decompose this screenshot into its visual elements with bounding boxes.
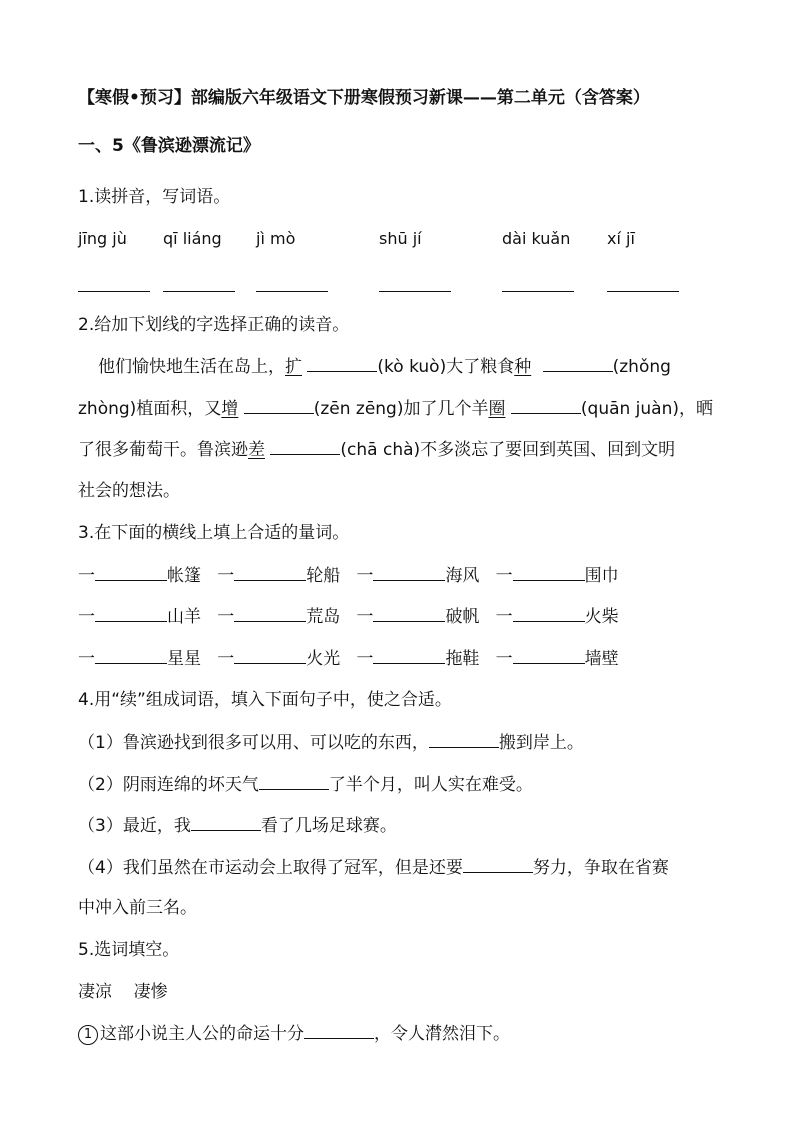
blank[interactable]: [373, 647, 445, 664]
circled-number: 1: [78, 1025, 98, 1045]
q2-line-3: 了很多葡萄干。鲁滨逊差 (chā chà)不多淡忘了要回到英国、回到文明: [78, 440, 676, 460]
blank[interactable]: [244, 397, 314, 414]
blank[interactable]: [234, 564, 306, 581]
pinyin-5: dài kuǎn: [502, 229, 571, 248]
blank[interactable]: [259, 773, 329, 790]
blank[interactable]: [429, 731, 499, 748]
answer-line-6[interactable]: [607, 290, 679, 292]
pinyin-1: jīng jù: [78, 229, 127, 248]
q1-prompt: 1.读拼音，写词语。: [78, 187, 231, 207]
underlined-char: 扩: [285, 357, 302, 377]
blank[interactable]: [234, 647, 306, 664]
q2-prompt: 2.给加下划线的字选择正确的读音。: [78, 315, 350, 335]
q2-line-4: 社会的想法。: [78, 481, 180, 501]
pinyin-3: jì mò: [256, 229, 296, 248]
answer-line-3[interactable]: [256, 290, 328, 292]
word-option: 凄凉: [78, 982, 112, 1002]
blank[interactable]: [511, 397, 581, 414]
section-heading: 一、5《鲁滨逊漂流记》: [78, 136, 260, 156]
answer-line-4[interactable]: [379, 290, 451, 292]
pinyin-2: qī liáng: [163, 229, 222, 248]
blank[interactable]: [373, 564, 445, 581]
underlined-char: 差: [248, 440, 265, 460]
q3-prompt: 3.在下面的横线上填上合适的量词。: [78, 523, 350, 543]
blank[interactable]: [513, 647, 585, 664]
q5-word-options: [78, 981, 168, 1003]
underlined-char: 圈: [488, 399, 506, 419]
answer-line-2[interactable]: [163, 290, 235, 292]
q3-row-2: 一 山羊 一 荒岛 一 破帆 一 火柴: [78, 607, 619, 627]
blank[interactable]: [543, 355, 613, 372]
blank[interactable]: [373, 605, 445, 622]
answer-line-5[interactable]: [502, 290, 574, 292]
q2-line-2: zhòng)植面积，又增 (zēn zēng)加了几个羊圈 (quān juàn)，晒: [78, 399, 714, 419]
blank[interactable]: [463, 856, 533, 873]
pinyin-6: xí jī: [607, 229, 635, 248]
blank[interactable]: [234, 605, 306, 622]
blank[interactable]: [191, 814, 261, 831]
blank[interactable]: [304, 1022, 374, 1039]
blank[interactable]: [513, 605, 585, 622]
q4-prompt: 4.用“续”组成词语，填入下面句子中，使之合适。: [78, 690, 452, 710]
pinyin-4: shū jí: [379, 229, 422, 248]
blank[interactable]: [307, 355, 377, 372]
q4-sentence-2: （2）阴雨连绵的坏天气 了半个月，叫人实在难受。: [78, 775, 533, 795]
q4-sentence-1: （1）鲁滨逊找到很多可以用、可以吃的东西， 搬到岸上。: [78, 733, 584, 753]
q5-prompt: 5.选词填空。: [78, 940, 180, 960]
q4-sentence-4: （4）我们虽然在市运动会上取得了冠军，但是还要 努力，争取在省赛: [78, 858, 669, 878]
document-title: 【寒假•预习】部编版六年级语文下册寒假预习新课——第二单元（含答案）: [78, 88, 650, 108]
q2-line-1: 他们愉快地生活在岛上，扩 (kò kuò)大了粮食种 (zhǒng: [98, 357, 671, 377]
blank[interactable]: [513, 564, 585, 581]
q5-sentence-1: 1 这部小说主人公的命运十分 ，令人潸然泪下。: [78, 1022, 510, 1045]
word-option: 凄惨: [133, 982, 168, 1002]
q4-sentence-4-cont: 中冲入前三名。: [78, 898, 197, 918]
q3-row-3: 一 星星 一 火光 一 拖鞋 一 墙壁: [78, 649, 619, 669]
blank[interactable]: [95, 605, 167, 622]
underlined-char: 种: [514, 357, 532, 377]
underlined-char: 增: [221, 399, 239, 419]
answer-line-1[interactable]: [78, 290, 150, 292]
blank[interactable]: [95, 564, 167, 581]
q4-sentence-3: （3）最近，我 看了几场足球赛。: [78, 816, 397, 836]
blank[interactable]: [95, 647, 167, 664]
blank[interactable]: [270, 438, 340, 455]
q3-row-1: 一 帐篷 一 轮船 一 海风 一 围巾: [78, 566, 619, 586]
